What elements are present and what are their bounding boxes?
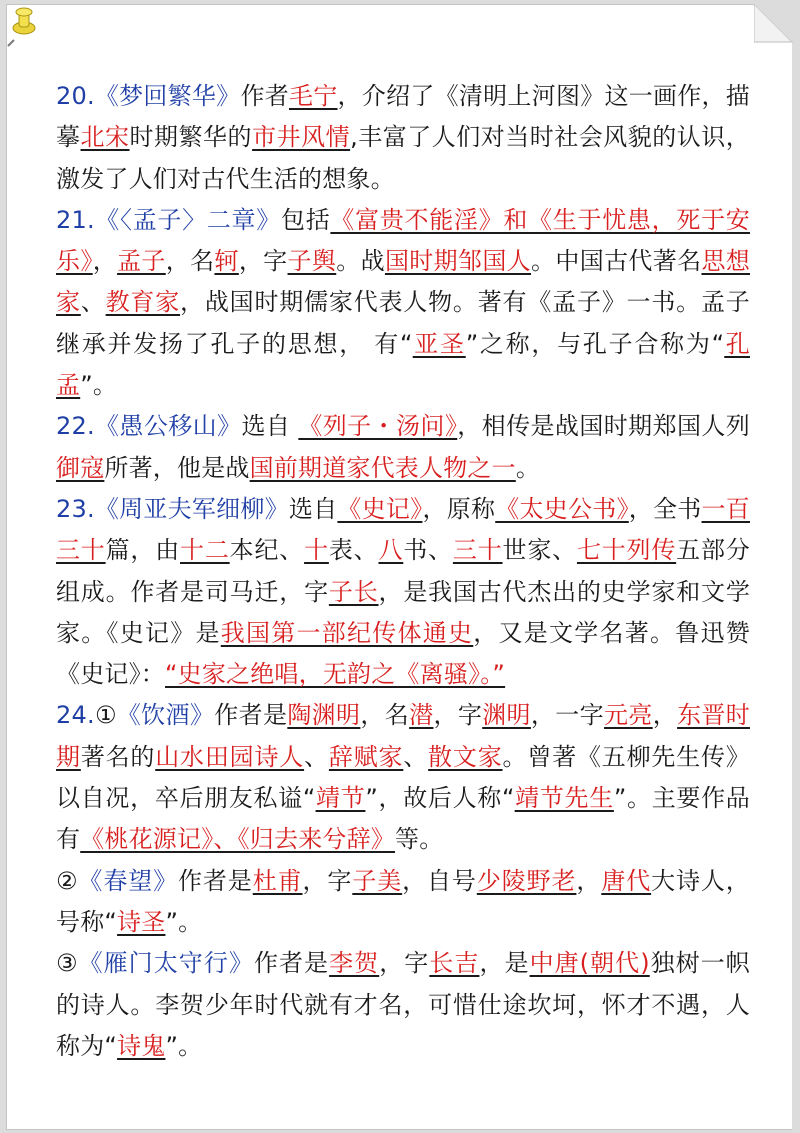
text-segment: ③ <box>56 949 79 978</box>
text-segment: 本纪、 <box>229 536 305 565</box>
text-segment: 作者是 <box>214 701 288 730</box>
key-term: 中唐(朝代) <box>529 949 650 978</box>
note-paragraph <box>56 200 750 406</box>
key-term: 一百三十 <box>56 494 751 565</box>
text-segment: ，字 <box>379 949 430 978</box>
key-term: 少陵野老 <box>476 866 577 895</box>
key-term: 市井风情 <box>252 123 351 152</box>
key-term: 御寇 <box>56 453 105 482</box>
item-number: 22. <box>56 412 95 441</box>
text-segment: 篇，由 <box>105 536 181 565</box>
text-segment: 、 <box>304 742 329 771</box>
key-term: 十 <box>304 536 329 565</box>
text-segment: ，字 <box>302 866 353 895</box>
key-term: 我国第一部纪传体通史 <box>220 618 474 647</box>
text-segment: 独树一帜的诗人。李贺少年时代就有才名，可惜仕途坎坷，怀才不遇，人称为“ <box>56 949 750 1060</box>
key-term: 三十 <box>452 536 503 565</box>
work-title: 《春望》 <box>78 866 179 895</box>
key-term: “史家之绝唱，无韵之《离骚》。” <box>165 660 506 689</box>
text-segment: 大诗人，号称“ <box>56 866 750 936</box>
item-number: 23. <box>56 494 95 523</box>
key-term: 轲 <box>214 247 239 276</box>
text-segment: 作者是 <box>253 949 330 978</box>
text-segment: 著名的 <box>80 742 156 771</box>
note-paragraph <box>56 943 750 1067</box>
text-segment: 、 <box>403 742 429 771</box>
text-segment: ”，故后人称“ <box>365 784 515 813</box>
work-title: 《梦回繁华》 <box>94 82 241 110</box>
text-segment: ，是 <box>479 949 530 978</box>
text-segment: 作者是 <box>178 866 253 895</box>
work-title: 《〈孟子〉二章》 <box>94 205 281 234</box>
text-segment: 书、 <box>403 536 453 565</box>
text-segment: 五部分组成。作者是司马迁，字 <box>56 536 750 606</box>
key-term: 杜甫 <box>252 866 303 895</box>
text-segment: ”。 <box>165 1031 203 1060</box>
text-segment: ，相传是战国时期郑国人列 <box>457 412 751 441</box>
text-segment: ，字 <box>238 247 288 276</box>
text-segment: 表、 <box>328 536 379 565</box>
text-segment: ，字 <box>433 701 483 730</box>
key-term: 《桃花源记》、《归去来兮辞》 <box>80 825 396 854</box>
work-title: 《雁门太守行》 <box>78 949 254 978</box>
key-term: 《史记》 <box>337 494 423 523</box>
key-term: 《太史公书》 <box>495 494 629 523</box>
text-segment: ， <box>652 701 678 730</box>
key-term: 辞赋家 <box>328 742 404 771</box>
key-term: 潜 <box>409 701 434 730</box>
text-segment: ，全书 <box>628 494 702 523</box>
text-segment: ，名 <box>165 247 215 276</box>
text-segment: 等。 <box>395 825 444 854</box>
key-term: 国前期道家代表人物之一 <box>249 453 516 482</box>
text-segment: ，介绍了《清明上河图》这一画作，描摹 <box>56 82 751 152</box>
text-segment: ，是我国古代杰出的史学家和文学家。《史记》是 <box>56 577 751 647</box>
text-segment: ，名 <box>360 701 410 730</box>
text-segment: 。曾著《五柳先生传》以自况，卒后朋友私谥“ <box>56 742 750 813</box>
key-term: 教育家 <box>105 288 181 317</box>
key-term: 子美 <box>352 866 403 895</box>
key-term: 靖节先生 <box>514 784 614 813</box>
key-term: 山水田园诗人 <box>155 742 305 771</box>
key-term: 《富贵不能淫》和《生于忧患，死于安乐》 <box>56 205 750 276</box>
study-notes-text <box>56 76 750 1067</box>
text-segment: ，又是文学名著。鲁迅赞《史记》： <box>56 618 750 689</box>
key-term: 渊明 <box>482 701 531 730</box>
key-term: 长吉 <box>429 949 480 978</box>
key-term: 东晋时期 <box>56 701 750 771</box>
note-paragraph <box>56 489 750 695</box>
text-segment: 所著，他是战 <box>104 453 250 482</box>
item-number: 21. <box>56 205 95 234</box>
pushpin-icon <box>4 4 44 48</box>
text-segment: ① <box>94 701 117 730</box>
key-term: 国时期邹国人 <box>384 247 532 276</box>
key-term: 十二 <box>180 536 230 565</box>
text-segment: 世家、 <box>502 536 577 565</box>
note-paragraph <box>56 406 750 489</box>
item-number: 24. <box>56 701 95 730</box>
text-segment: 。 <box>515 453 541 482</box>
text-segment: 包括 <box>280 205 331 234</box>
key-term: 孔孟 <box>56 329 750 400</box>
text-segment: 、 <box>80 288 106 317</box>
note-paragraph <box>56 861 750 944</box>
text-segment: ② <box>56 866 79 895</box>
key-term: 北宋 <box>80 123 130 152</box>
text-segment: ， <box>576 866 602 895</box>
note-paragraph <box>56 76 750 200</box>
text-segment: ”。主要作品有 <box>56 784 750 854</box>
key-term: 散文家 <box>428 742 503 771</box>
note-paragraph <box>56 695 750 860</box>
key-term: 诗鬼 <box>117 1031 166 1060</box>
work-title: 《饮酒》 <box>116 701 215 730</box>
text-segment: ，原称 <box>422 494 496 523</box>
text-segment: ”。 <box>165 907 203 936</box>
text-segment: 选自 <box>241 412 299 441</box>
key-term: 元亮 <box>604 701 653 730</box>
key-term: 子长 <box>328 577 379 606</box>
text-segment: ，一字 <box>530 701 604 730</box>
text-segment: 。战 <box>336 247 385 276</box>
key-term: 七十列传 <box>576 536 677 565</box>
text-segment: ， <box>92 247 118 276</box>
key-term: 诗圣 <box>117 907 166 936</box>
key-term: 《列子・汤问》 <box>298 412 458 441</box>
work-title: 《周亚夫军细柳》 <box>94 494 289 523</box>
text-segment: ”之称，与孔子合称为“ <box>465 329 725 358</box>
key-term: 毛宁 <box>289 82 338 110</box>
text-segment: ，自号 <box>402 866 477 895</box>
key-term: 八 <box>378 536 404 565</box>
key-term: 唐代 <box>601 866 652 895</box>
text-segment: 时期繁华的 <box>129 123 253 152</box>
text-segment: ”。 <box>80 371 118 400</box>
text-segment: 作者 <box>240 82 289 110</box>
key-term: 亚圣 <box>412 329 466 358</box>
item-number: 20. <box>56 82 95 110</box>
work-title: 《愚公移山》 <box>94 412 242 441</box>
key-term: 李贺 <box>329 949 380 978</box>
key-term: 陶渊明 <box>287 701 361 730</box>
key-term: 孟子 <box>117 247 166 276</box>
text-segment: ,丰富了人们对当时社会风貌的认识，激发了人们对古代生活的想象。 <box>56 123 751 193</box>
page-fold-corner <box>754 4 794 44</box>
text-segment: 选自 <box>288 494 338 523</box>
key-term: 思想家 <box>56 247 751 317</box>
key-term: 子舆 <box>287 247 337 276</box>
key-term: 靖节 <box>315 784 366 813</box>
text-segment: ，战国时期儒家代表人物。著有《孟子》一书。孟子继承并发扬了孔子的思想， 有“ <box>56 288 750 358</box>
text-segment: 。中国古代著名 <box>531 247 702 276</box>
